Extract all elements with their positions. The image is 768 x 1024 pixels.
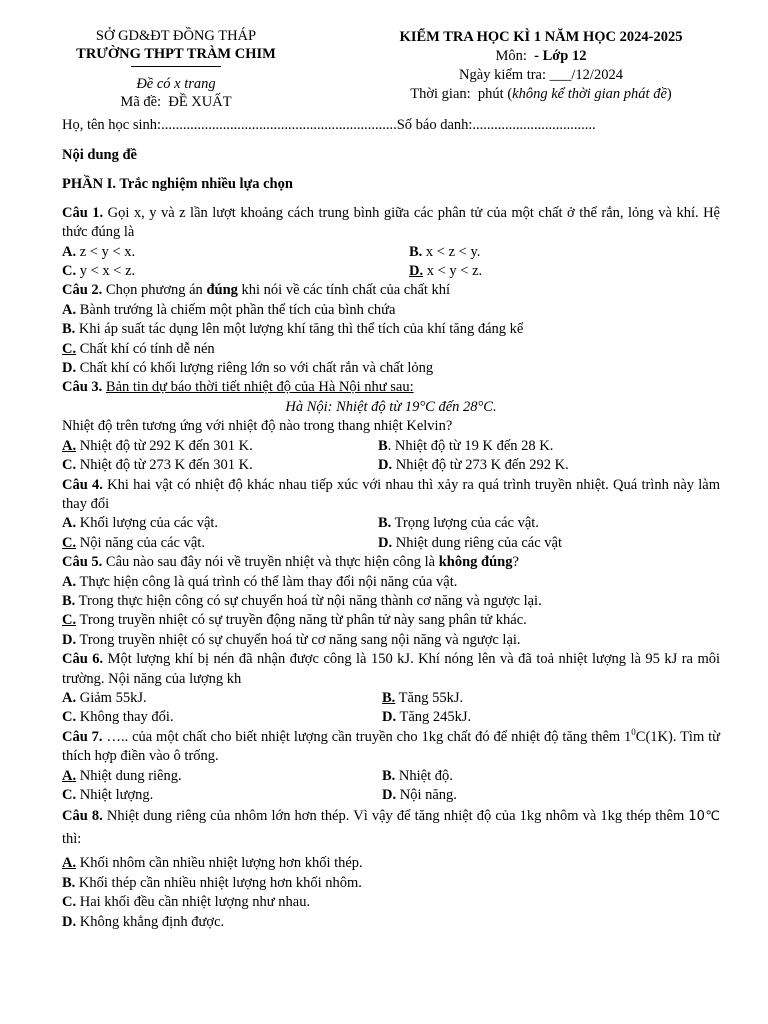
option-2c: C. Chất khí có tính dễ nén: [62, 340, 215, 357]
weather-forecast: Hà Nội: Nhiệt độ từ 19°C đến 28°C.: [285, 398, 497, 415]
question-6: [62, 650, 720, 728]
question-1: [62, 204, 720, 282]
option-7a: A. Nhiệt dung riêng.: [62, 767, 182, 784]
question-7: [62, 728, 720, 806]
exam-subject: Môn: - Lớp 12: [495, 48, 587, 64]
student-info-line: [62, 117, 722, 134]
option-4a: A. Khối lượng của các vật.: [62, 515, 219, 532]
option-4b: B. Trọng lượng của các vật.: [378, 515, 539, 532]
page-count: Đề có x trang: [136, 76, 216, 92]
option-2d: D. Chất khí có khối lượng riêng lớn so với chất rắn và chất lỏng: [62, 360, 434, 377]
question-8-text: Câu 8. Nhiệt dung riêng của nhôm lớn hơn thép. Vì vậy để tăng nhiệt độ của 1kg nhôm và 1kg thép thêm 10℃ thì:: [62, 808, 721, 848]
option-4d: D. Nhiệt dung riêng của các vật: [378, 534, 563, 551]
option-5d: D. Trong truyền nhiệt có sự chuyển hoá từ cơ năng sang nội năng và ngược lại.: [62, 631, 521, 648]
question-1-text: Câu 1. Gọi x, y và z lần lượt khoảng cách trung bình giữa các phân tử của một chất ở thể rắn, lỏng và khí. Hệ thức đúng là: [62, 204, 720, 241]
option-6c: C. Không thay đổi.: [62, 709, 174, 726]
header-right: [362, 28, 720, 104]
option-5b: B. Trong thực hiện công có sự chuyển hoá từ nội năng thành cơ năng và ngược lại.: [62, 592, 542, 609]
question-4: [62, 476, 720, 554]
exam-content: [62, 146, 720, 932]
option-5a: A. Thực hiện công là quá trình có thể làm thay đổi nội năng của vật.: [62, 573, 458, 590]
department-name: SỞ GD&ĐT ĐỒNG THÁP: [95, 28, 257, 44]
option-3b: B. Nhiệt độ từ 19 K đến 28 K.: [378, 437, 554, 454]
question-6-text: Câu 6. Một lượng khí bị nén đã nhận được công là 150 kJ. Khí nóng lên và đã toả nhiệt lượng là 95 kJ ra môi trường. Nội năng của lượng kh: [62, 651, 721, 687]
question-5: [62, 553, 720, 650]
header-divider: [131, 66, 221, 67]
student-id-field: Số báo danh:..................................: [396, 117, 596, 133]
option-8d: D. Không khẳng định được.: [62, 913, 225, 930]
question-3-text: Nhiệt độ trên tương ứng với nhiệt độ nào trong thang nhiệt Kelvin?: [62, 418, 453, 435]
option-3d: D. Nhiệt độ từ 273 K đến 292 K.: [378, 457, 569, 474]
part1-title: PHẦN I. Trắc nghiệm nhiều lựa chọn: [62, 176, 293, 193]
question-8: [62, 805, 720, 932]
exam-duration: Thời gian: phút (không kể thời gian phát đề): [410, 86, 672, 102]
option-8a: A. Khối nhôm cần nhiều nhiệt lượng hơn khối thép.: [62, 855, 363, 872]
option-2b: B. Khi áp suất tác dụng lên một lượng khí tăng thì thể tích của khí tăng đáng kể: [62, 321, 524, 338]
option-7d: D. Nội năng.: [382, 787, 457, 803]
header-left: [62, 28, 290, 111]
option-3c: C. Nhiệt độ từ 273 K đến 301 K.: [62, 457, 253, 474]
option-1a: A. z < y < x.: [62, 243, 136, 260]
option-1b: B. x < z < y.: [409, 243, 481, 260]
question-3-intro: Câu 3. Bản tin dự báo thời tiết nhiệt độ của Hà Nội như sau:: [62, 379, 414, 396]
exam-date: Ngày kiểm tra: ___/12/2024: [459, 67, 623, 83]
option-8c: C. Hai khối đều cần nhiệt lượng như nhau.: [62, 894, 311, 911]
question-4-text: Câu 4. Khi hai vật có nhiệt độ khác nhau tiếp xúc với nhau thì xảy ra quá trình truyền nhiệt. Quá trình này làm thay đổi: [62, 476, 720, 512]
option-6b: B. Tăng 55kJ.: [382, 689, 464, 706]
option-1d: D. x < y < z.: [409, 263, 483, 280]
option-8b: B. Khối thép cần nhiều nhiệt lượng hơn khối nhôm.: [62, 874, 362, 891]
option-1c: C. y < x < z.: [62, 263, 136, 280]
exam-code: Mã đề: ĐỀ XUẤT: [120, 93, 232, 110]
option-2a: A. Bành trướng là chiếm một phần thể tích của bình chứa: [62, 301, 396, 318]
option-4c: C. Nội năng của các vật.: [62, 534, 205, 551]
exam-title: KIỂM TRA HỌC KÌ 1 NĂM HỌC 2024-2025: [399, 29, 683, 45]
question-7-text: Câu 7. ….. của một chất cho biết nhiệt lượng cần truyền cho 1kg chất đó để nhiệt độ tăng thêm $1^0C(1K)$. Tìm từ thích hợp điền vào ô trống.: [62, 726, 720, 765]
option-7b: B. Nhiệt độ.: [382, 767, 453, 784]
exam-header: [62, 28, 720, 132]
question-2: [62, 281, 720, 378]
student-name-field: Họ, tên học sinh:.................................................................: [62, 117, 397, 133]
option-5c: C. Trong truyền nhiệt có sự truyền động năng từ phân tử này sang phân tử khác.: [62, 612, 527, 629]
content-title: Nội dung đề: [62, 147, 137, 163]
option-6a: A. Giảm 55kJ.: [62, 689, 147, 706]
question-3: [62, 378, 720, 475]
question-5-text: Câu 5. Câu nào sau đây nói về truyền nhiệt và thực hiện công là không đúng?: [62, 554, 519, 571]
question-2-text: Câu 2. Chọn phương án đúng khi nói về các tính chất của chất khí: [62, 282, 451, 299]
option-6d: D. Tăng 245kJ.: [382, 709, 472, 726]
option-7c: C. Nhiệt lượng.: [62, 787, 154, 803]
option-3a: A. Nhiệt độ từ 292 K đến 301 K.: [62, 437, 253, 454]
school-name: TRƯỜNG THPT TRÀM CHIM: [76, 45, 276, 62]
